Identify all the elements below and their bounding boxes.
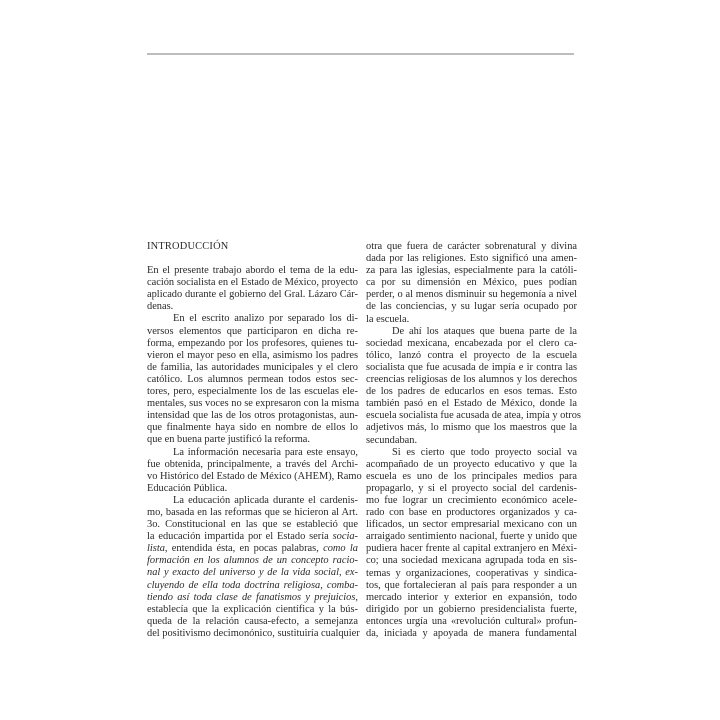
text-line: adjetivos más, lo mismo que los maestros que la xyxy=(366,422,577,434)
text-line: también pasó en el Estado de México, donde la xyxy=(366,398,577,410)
text-line: mentales, sus voces no se expresaron con la misma xyxy=(147,398,360,410)
text-line: del positivismo decimonónico, sustituiría cualquier xyxy=(147,627,360,639)
text-line: sociedad mexicana, encabezada por el clero ca- xyxy=(366,337,577,349)
text-line: za para las iglesias, especialmente para la católi- xyxy=(366,265,577,277)
text-line: tiendo así toda clase de fanatismos y prejuicios, xyxy=(147,591,358,603)
text-line: lista, entendida ésta, en pocas palabras, como la xyxy=(147,543,358,555)
text-line: dirigido por un gobierno presidencialista fuerte, xyxy=(366,603,577,615)
right-column-text xyxy=(366,241,581,640)
text-line: escuela socialista fue acusada de atea, impía y otros xyxy=(366,410,581,422)
right-column xyxy=(366,241,581,640)
header-rule xyxy=(147,53,574,55)
text-line: queda de la relación causa-efecto, a semejanza xyxy=(147,615,358,627)
text-line: aplicado durante el gobierno del Gral. Lázaro Cár- xyxy=(147,289,358,301)
text-line: la educación impartida por el Estado sería socia- xyxy=(147,531,358,543)
text-line: mercado interior y exterior en expansión, todo xyxy=(366,591,577,603)
text-line: dada por las religiones. Esto significó una amen- xyxy=(366,253,577,265)
text-line: versos elementos que participaron en dicha re- xyxy=(147,325,358,337)
text-line: La información necesaria para este ensayo, xyxy=(173,446,358,458)
text-line: secundaban. xyxy=(366,434,418,446)
text-line: mo, basada en las reformas que se hicieron al Art. xyxy=(147,506,358,518)
text-line: de los padres de educarlos en esos temas. Esto xyxy=(366,386,577,398)
text-line: vieron el mayor peso en ella, asimismo los padres xyxy=(147,349,358,361)
text-line: 3o. Constitucional en las que se estableció que xyxy=(147,519,358,531)
text-line: En el presente trabajo abordo el tema de la edu- xyxy=(147,265,358,277)
text-line: escuela es uno de los principales medios para xyxy=(366,470,577,482)
text-line: cación socialista en el Estado de México, proyecto xyxy=(147,277,358,289)
text-line: acompañado de un proyecto educativo y que la xyxy=(366,458,577,470)
text-line: Educación Pública. xyxy=(147,482,228,494)
text-line: nal y exacto del universo y de la vida social, ex- xyxy=(147,567,358,579)
text-line: de familia, las autoridades municipales y el clero xyxy=(147,361,358,373)
text-line: católico. Los alumnos permean todos estos sec- xyxy=(147,373,358,385)
text-line: entonces urgía una «revolución cultural» profun- xyxy=(366,615,577,627)
text-line: otra que fuera de carácter sobrenatural y divina xyxy=(366,241,577,252)
text-line: fue obtenida, principalmente, a través del Archi- xyxy=(147,458,358,470)
text-line: ca por su dimensión en México, pues podían xyxy=(366,277,577,289)
text-line: tólico, lanzó contra el proyecto de la escuela xyxy=(366,349,577,361)
text-line: establecía que la explicación científica y la bús- xyxy=(147,603,358,615)
text-line: socialista que fue acusada de impía e ir contra las xyxy=(366,361,577,373)
text-line: formación en los alumnos de un concepto racio- xyxy=(147,555,358,567)
text-line: perder, o al menos disminuir su hegemonía a nivel xyxy=(366,289,577,301)
text-line: forma, empezando por los profesores, quienes tu- xyxy=(147,337,358,349)
text-line: que en buena parte justificó la reforma. xyxy=(147,434,311,446)
text-line: creencias religiosas de los alumnos y los derechos xyxy=(366,374,577,386)
text-line: tos, que fortalecieran al país para responder a un xyxy=(366,579,577,591)
text-line: arraigado sentimiento nacional, fuerte y unido que xyxy=(366,531,577,543)
text-line: la escuela. xyxy=(366,313,410,325)
text-line: vo Histórico del Estado de México (AHEM), Ramo xyxy=(147,470,362,482)
text-line: temas y organizaciones, cooperativas y sindica- xyxy=(366,567,577,579)
text-line: propagarlo, y si el proyecto social del cardenis- xyxy=(366,482,577,494)
text-line: de las conciencias, y su lugar sería ocupado por xyxy=(366,301,577,313)
text-line: rado con base en productores organizados y ca- xyxy=(366,507,577,519)
text-line: De ahí los ataques que buena parte de la xyxy=(392,325,577,337)
text-line: que finalmente haya sido en nombre de ellos lo xyxy=(147,422,358,434)
text-line: tores, pero, especialmente los de las escuelas ele- xyxy=(147,386,358,398)
text-line: La educación aplicada durante el cardenis- xyxy=(173,494,358,506)
left-column-text xyxy=(147,265,362,640)
text-line: intensidad que las de los otros protagonistas, aun- xyxy=(147,410,358,422)
text-line: denas. xyxy=(147,301,174,313)
text-line: co; una sociedad mexicana agrupada toda en sis- xyxy=(366,555,577,567)
text-line: Si es cierto que todo proyecto social va xyxy=(392,446,577,458)
text-line: pudiera hacer frente al capital extranjero en Méxi- xyxy=(366,543,577,555)
section-heading: INTRODUCCIÓN xyxy=(147,241,229,252)
text-line: da, iniciada y apoyada de manera fundamental xyxy=(366,628,577,639)
text-line: En el escrito analizo por separado los di- xyxy=(173,313,358,325)
left-column xyxy=(147,241,362,640)
text-line: cluyendo de ella toda doctrina religiosa, comba- xyxy=(147,579,358,591)
text-line: lificados, un sector empresarial mexicano con un xyxy=(366,519,577,531)
text-line: mo fue lograr un crecimiento económico acele- xyxy=(366,494,577,506)
